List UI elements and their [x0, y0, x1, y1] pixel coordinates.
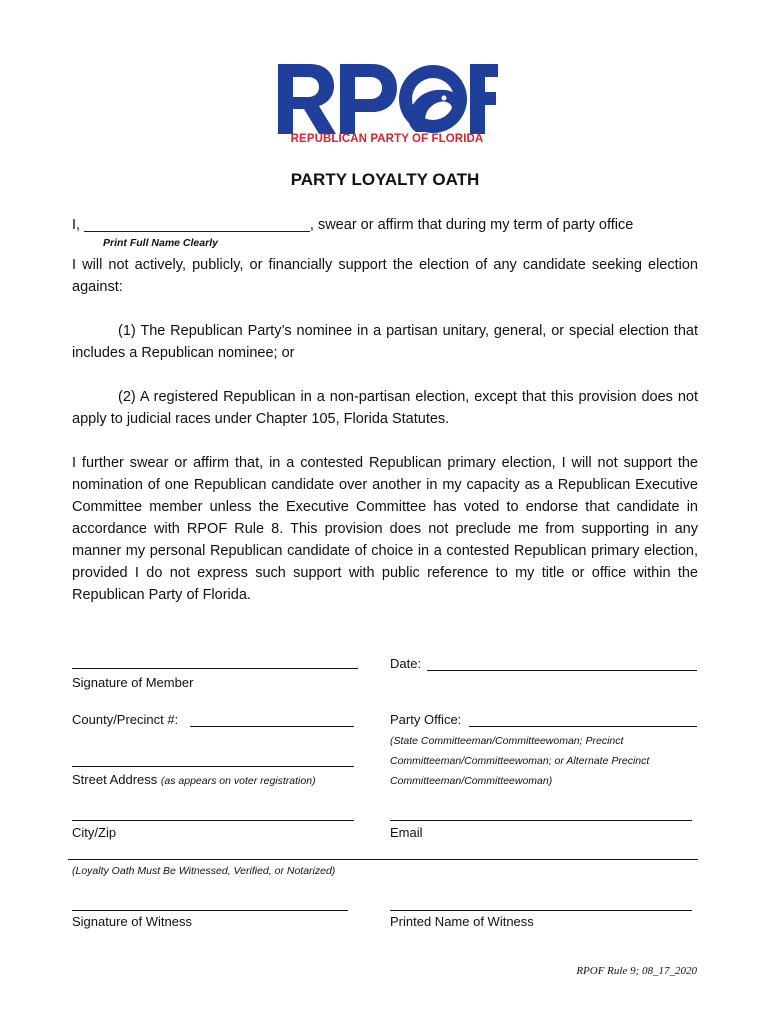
item-2-paragraph: (2) A registered Republican in a non-partisan election, except that this provision does not apply to judicial races under Chapter 105, Florida Statutes. [72, 389, 698, 427]
party-office-hint-3: Committeeman/Committeewoman) [390, 775, 553, 787]
city-zip-label: City/Zip [72, 825, 117, 840]
street-address-hint: (as appears on voter registration) [160, 775, 316, 787]
oath-suffix: , swear or affirm that during my term of party office [309, 217, 634, 233]
street-address-label-row [72, 772, 316, 787]
oath-prefix: I, [72, 217, 81, 233]
oath-line [72, 214, 633, 236]
witness-name-label: Printed Name of Witness [390, 914, 534, 929]
further-paragraph: I further swear or affirm that, in a contested Republican primary election, I will not support the nomination of one Republican candidate over another in my capacity as a Republican Executive Committee member unless the Executive Committee has voted to endorse that candidate in accordance with RPOF Rule 8. This provision does not preclude me from supporting in any manner my personal Republican candidate of choice in a contested Republican primary election, provided I do not express such support with public reference to my title or office within the Republican Party of Florida. [72, 455, 698, 603]
party-office-hint-2: Committeeman/Committeewoman; or Alternate Precinct [390, 755, 650, 767]
party-office-label: Party Office: [390, 712, 462, 727]
intro-paragraph: I will not actively, publicly, or financially support the election of any candidate seeking election against: [72, 257, 698, 295]
witness-name-line[interactable] [390, 910, 692, 911]
party-office-hint-1: (State Committeeman/Committeewoman; Precinct [390, 735, 624, 747]
witness-signature-label: Signature of Witness [72, 914, 192, 929]
page-title: PARTY LOYALTY OATH [290, 170, 480, 189]
street-address-line[interactable] [72, 766, 354, 767]
street-address-label: Street Address [72, 772, 158, 787]
date-label: Date: [390, 656, 422, 671]
rule-footer: RPOF Rule 9; 08_17_2020 [576, 965, 697, 977]
member-signature-label: Signature of Member [72, 675, 194, 690]
item-1-paragraph: (1) The Republican Party’s nominee in a partisan unitary, general, or special election that includes a Republican nominee; or [72, 323, 698, 361]
party-office-line[interactable] [469, 726, 697, 727]
logo-tagline: REPUBLICAN PARTY OF FLORIDA [290, 133, 484, 145]
email-line[interactable] [390, 820, 692, 821]
name-hint: Print Full Name Clearly [103, 237, 218, 249]
witness-note: (Loyalty Oath Must Be Witnessed, Verified, or Notarized) [72, 865, 336, 877]
rpof-logo-mark [276, 62, 498, 136]
city-zip-line[interactable] [72, 820, 354, 821]
county-precinct-label: County/Precinct #: [72, 712, 179, 727]
name-blank[interactable]: ____________________________ [84, 217, 310, 233]
email-label: Email [390, 825, 423, 840]
date-line[interactable] [427, 670, 697, 671]
county-precinct-line[interactable] [190, 726, 354, 727]
witness-signature-line[interactable] [72, 910, 348, 911]
member-signature-line[interactable] [72, 668, 358, 669]
witness-separator [68, 859, 698, 860]
